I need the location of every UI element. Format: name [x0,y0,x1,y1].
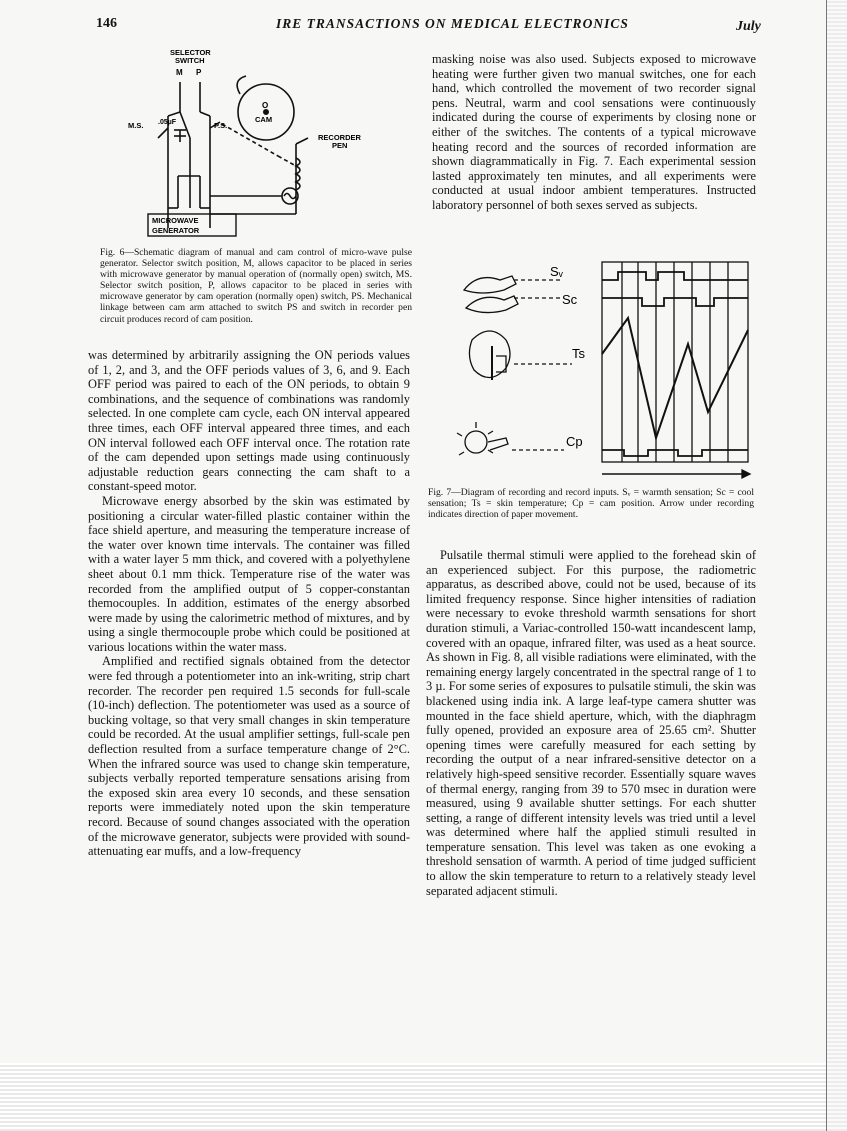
cam-o-label: O [262,101,269,110]
ps-switch-label: P.S. [214,121,228,130]
paragraph: was determined by arbitrarily assigning the ON periods values of 1, 2, and 3, and the OFF periods values of 3, 6, and 9. Each OFF period was paired to each of the ON periods, to obtain 9 combinations, and the sequence of combinations was randomly selected. In one complete cam cycle, each ON interval appeared three times, each OFF interval appeared three times, and each ON interval followed each OFF interval once. The rotation rate of the cam depended upon settings made using continuously adjustable reduction gears connecting the cam shaft to a constant-speed motor. [88,348,410,494]
selector-switch-label-2: SWITCH [175,56,205,65]
ms-switch-label: M.S. [128,121,144,130]
right-column-bottom-text [426,548,756,898]
figure-7-caption: Fig. 7—Diagram of recording and record inputs. Sᵥ = warmth sensation; Sc = cool sensation; Ts = skin temperature; Cp = cam position. Arrow under recording indicates direction of paper movement. [428,487,754,521]
journal-title: IRE TRANSACTIONS ON MEDICAL ELECTRONICS [276,16,629,31]
recorder-pen-label-2: PEN [332,141,348,150]
paragraph: masking noise was also used. Subjects exposed to microwave heating were further given two manual switches, one for each hand, which controlled the movement of two recorder signal pens. Neutral, warm and cool sensations were continuously indicated during the course of experiments by closing none or either of the switches. The contents of a typical microwave heating record and the sources of recorded information are shown diagrammatically in Fig. 7. Each experimental session lasted approximately ten minutes, and all experiments were conducted at usual indoor ambient temperatures. Instructed laboratory personnel of both sexes served as subjects. [432,52,756,212]
paragraph: Amplified and rectified signals obtained from the detector were fed through a potentiometer into an ink-writing, strip chart recorder. The recorder pen required 1.5 seconds for full-scale (10-inch) deflection. The potentiometer was used as a source of bucking voltage, so that very small changes in skin temperature could be recorded. At the usual amplifier settings, full-scale pen deflection resulted from a surface temperature change of 2°C. When the infrared source was used to change skin temperature, subjects verbally reported temperature sensations arising from the exposed skin area every 10 seconds, and these sensation reports were immediately noted upon the skin temperature record. Because of sound changes associated with the operation of the microwave generator, subjects were provided with sound-attenuating ear muffs, and a low-frequency [88,654,410,859]
right-column-top-text [432,52,756,213]
cp-label: Cp [566,434,583,449]
scan-margin-right [826,0,847,1131]
selector-switch-label: SELECTOR [170,48,211,57]
running-header [96,16,761,38]
figure-6-caption: Fig. 6—Schematic diagram of manual and cam control of micro-wave pulse generator. Selector switch position, M, allows capacitor to be placed in series with microwave generator by manual operation of (normally open) switch, MS. Selector switch position, P, allows capacitor to be placed in series with microwave generator by cam operation (normally open) switch, PS. Mechanical linkage between cam arm attached to switch PS and switch in recorder pen circuit produces record of cam position. [100,247,412,325]
recorder-pen-label: RECORDER [318,133,361,142]
ts-label: Ts [572,346,585,361]
position-m-label: M [176,68,183,77]
figure-7-recording-diagram [452,256,752,482]
paragraph: Pulsatile thermal stimuli were applied to the forehead skin of an experienced subject. For this purpose, the radiometric apparatus, as described above, could not be used, because of its limited frequency response. Since higher intensities of radiation were necessary to evoke threshold warmth sensations for short duration stimuli, a Variac-controlled 150-watt incandescent lamp, covered with an opaque, infrared filter, was used as a heat source. As shown in Fig. 8, all visible radiations were eliminated, with the remaining energy largely concentrated in the spectral range of 1 to 3 µ. For some series of exposures to pulsatile stimuli, the skin was blackened using india ink. A large leaf-type camera shutter was mounted in the face shield aperture, which, with the diaphragm fully opened, provided an exposure area of 25.65 cm². Shutter opening times were carefully measured for each setting by recording the output of a near infrared-sensitive detector on a relatively high-speed sensitive recorder. Essentially square waves of thermal energy, ranging from 39 to 570 msec in duration were measured, using 9 available shutter settings. For each shutter setting, a range of different intensity levels was tried until a level was determined where half the applied stimuli resulted in temperature sensation. This level was taken as one evoking a threshold sensation of warmth. A period of time judged sufficient to allow the skin temperature to return to a relatively steady level separated adjacent stimuli. [426,548,756,898]
figure-6-schematic [128,46,368,242]
microwave-generator-label: MICROWAVE [152,216,199,225]
issue-month: July [736,19,761,34]
sc-label: Sc [562,292,578,307]
scan-margin-bottom [0,1063,847,1131]
capacitor-label: .05µF [158,119,177,126]
cam-label: CAM [255,115,273,124]
paragraph: Microwave energy absorbed by the skin was estimated by positioning a circular water-filled plastic container within the face shield aperture, and measuring the temperature increase of the water over known time intervals. The container was filled with a water layer 5 mm thick, and covered with a polyethylene sheet about 0.1 mm thick. Temperature rise of the water was recorded from the amplified output of 5 copper-constantan themocouples. In addition, estimates of the energy absorbed were made by using the calorimetric method of mixtures, and by using a single thermocouple probe which could be positioned at various locations within the water mass. [88,493,410,654]
page-number: 146 [96,16,117,31]
microwave-generator-label-2: GENERATOR [152,226,200,235]
left-column-text [88,348,410,859]
sw-label: Sᵥ [550,264,563,279]
position-p-label: P [196,68,202,77]
